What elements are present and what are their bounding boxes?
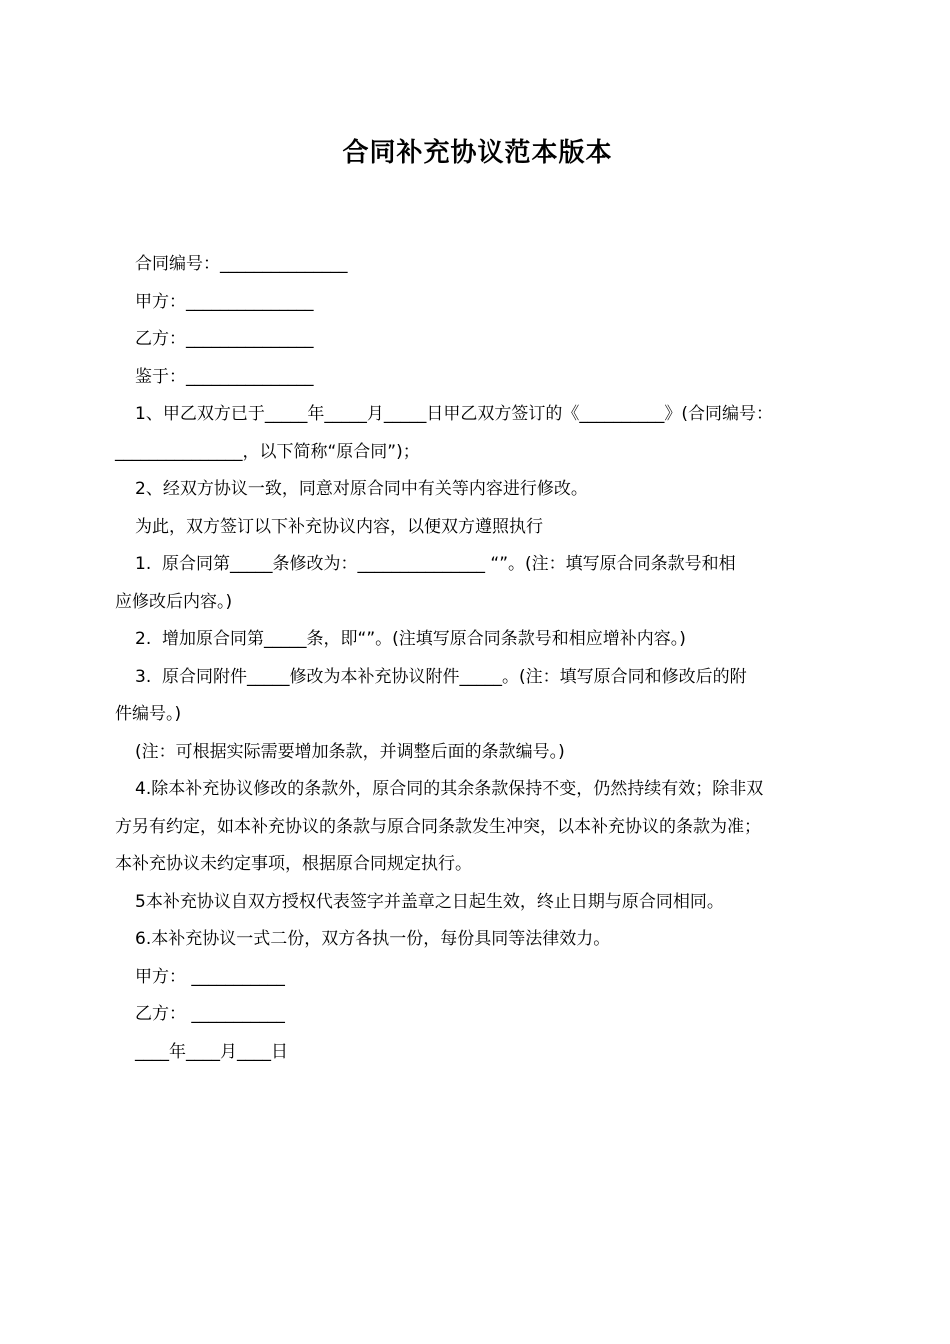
document-body: [115, 246, 840, 1071]
item-1-line-2: 应修改后内容。): [115, 591, 233, 612]
clause-5-line: 5本补充协议自双方授权代表签字并盖章之日起生效，终止日期与原合同相同。: [135, 891, 724, 912]
clause-6-line: 6.本补充协议一式二份，双方各执一份，每份具同等法律效力。: [135, 929, 611, 949]
signature-party-b: 乙方： ___________: [135, 1004, 285, 1024]
note-line: (注：可根据实际需要增加条款，并调整后面的条款编号。): [135, 741, 565, 762]
item-3-line-1: 3. 原合同附件_____修改为本补充协议附件_____。(注：填写原合同和修改后的附: [135, 666, 747, 687]
item-1-line-1: 1. 原合同第_____条修改为：_______________ “”。(注：填写原合同条款号和相: [135, 554, 736, 574]
party-b-line: 乙方：_______________: [135, 329, 314, 349]
signature-party-a: 甲方： ___________: [135, 966, 285, 987]
preamble-line: 为此，双方签订以下补充协议内容，以便双方遵照执行: [135, 516, 543, 537]
whereas-line: 鉴于：_______________: [135, 366, 314, 387]
contract-number-line: 合同编号：_______________: [135, 254, 348, 274]
clause-1-line-1: 1、甲乙双方已于_____年_____月_____日甲乙双方签订的《__________》(合同编号：: [135, 404, 773, 424]
clause-4-line-3: 本补充协议未约定事项，根据原合同规定执行。: [115, 854, 472, 874]
clause-2-line: 2、经双方协议一致，同意对原合同中有关等内容进行修改。: [135, 479, 588, 499]
clause-1-line-2: _______________，以下简称“原合同”)；: [115, 441, 420, 462]
clause-4-line-1: 4.除本补充协议修改的条款外，原合同的其余条款保持不变，仍然持续有效；除非双: [135, 779, 764, 799]
signature-date: ____年____月____日: [135, 1041, 288, 1062]
item-3-line-2: 件编号。): [115, 704, 182, 724]
document-title: 合同补充协议范本版本: [342, 138, 613, 168]
party-a-line: 甲方：_______________: [135, 291, 314, 312]
item-2-line: 2. 增加原合同第_____条，即“”。(注填写原合同条款号和相应增补内容。): [135, 629, 686, 649]
clause-4-line-2: 方另有约定，如本补充协议的条款与原合同条款发生冲突，以本补充协议的条款为准；: [115, 816, 761, 837]
